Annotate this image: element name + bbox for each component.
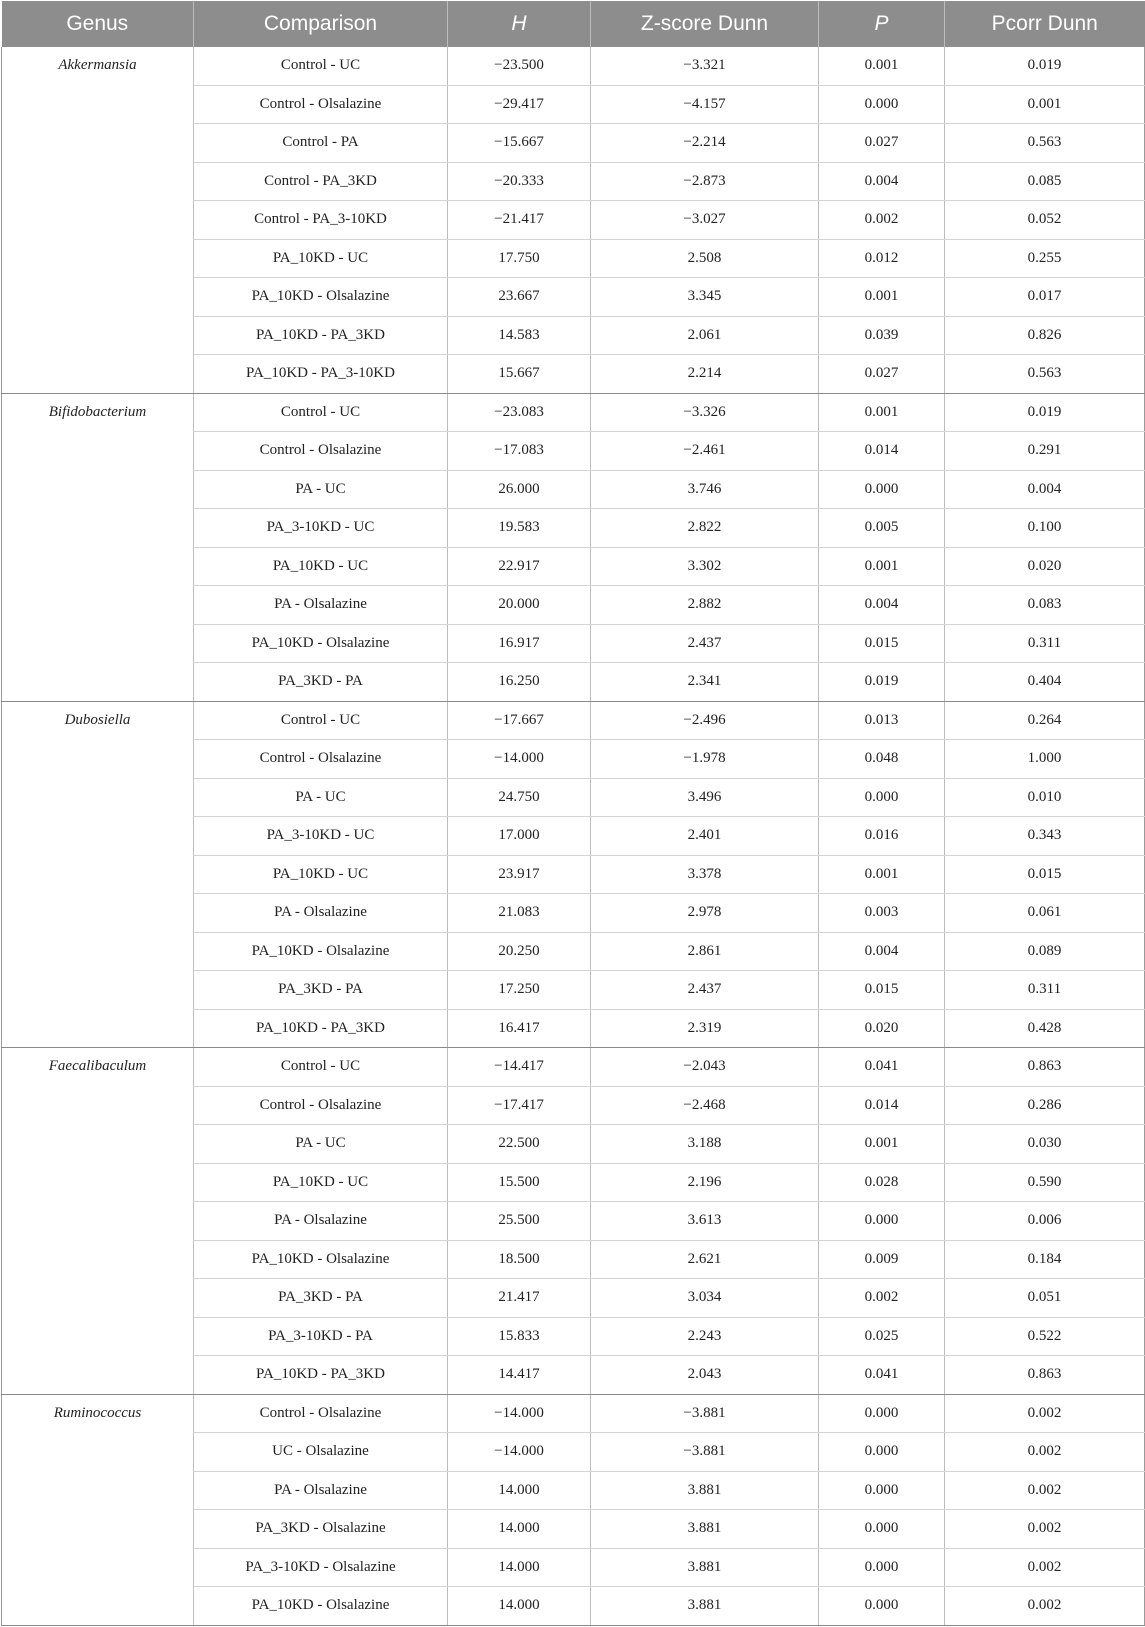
z-score-cell: −2.214 xyxy=(591,124,819,163)
z-score-cell: −2.043 xyxy=(591,1048,819,1087)
comparison-cell: PA_3KD - PA xyxy=(194,663,448,702)
comparison-cell: PA_10KD - UC xyxy=(194,547,448,586)
h-value-cell: −29.417 xyxy=(448,85,591,124)
z-score-cell: 3.881 xyxy=(591,1587,819,1626)
p-value-cell: 0.027 xyxy=(819,355,945,394)
comparison-cell: PA_10KD - PA_3KD xyxy=(194,1009,448,1048)
p-value-cell: 0.005 xyxy=(819,509,945,548)
header-p: P xyxy=(819,1,945,47)
pcorr-value-cell: 1.000 xyxy=(945,740,1145,779)
z-score-cell: 2.401 xyxy=(591,817,819,856)
h-value-cell: 24.750 xyxy=(448,778,591,817)
table-row xyxy=(2,1394,1145,1433)
p-value-cell: 0.000 xyxy=(819,778,945,817)
p-value-cell: 0.004 xyxy=(819,586,945,625)
pcorr-value-cell: 0.002 xyxy=(945,1510,1145,1549)
pcorr-value-cell: 0.002 xyxy=(945,1471,1145,1510)
h-value-cell: 20.250 xyxy=(448,932,591,971)
table-row xyxy=(2,47,1145,85)
pcorr-value-cell: 0.002 xyxy=(945,1548,1145,1587)
h-value-cell: −20.333 xyxy=(448,162,591,201)
pcorr-value-cell: 0.004 xyxy=(945,470,1145,509)
h-value-cell: 19.583 xyxy=(448,509,591,548)
comparison-cell: Control - Olsalazine xyxy=(194,1086,448,1125)
h-value-cell: 20.000 xyxy=(448,586,591,625)
z-score-cell: −2.496 xyxy=(591,701,819,740)
pcorr-value-cell: 0.863 xyxy=(945,1048,1145,1087)
comparison-cell: PA_3KD - Olsalazine xyxy=(194,1510,448,1549)
p-value-cell: 0.001 xyxy=(819,547,945,586)
h-value-cell: 18.500 xyxy=(448,1240,591,1279)
pcorr-value-cell: 0.052 xyxy=(945,201,1145,240)
table-body xyxy=(2,47,1145,1625)
h-value-cell: 14.000 xyxy=(448,1510,591,1549)
pcorr-value-cell: 0.015 xyxy=(945,855,1145,894)
h-value-cell: 14.000 xyxy=(448,1587,591,1626)
comparison-cell: PA - UC xyxy=(194,470,448,509)
h-value-cell: 14.417 xyxy=(448,1356,591,1395)
comparison-cell: Control - UC xyxy=(194,1048,448,1087)
p-value-cell: 0.016 xyxy=(819,817,945,856)
h-value-cell: 22.500 xyxy=(448,1125,591,1164)
p-value-cell: 0.000 xyxy=(819,470,945,509)
p-value-cell: 0.014 xyxy=(819,432,945,471)
comparison-cell: PA - UC xyxy=(194,1125,448,1164)
comparison-cell: PA_10KD - UC xyxy=(194,1163,448,1202)
header-row xyxy=(2,1,1145,47)
h-value-cell: −17.083 xyxy=(448,432,591,471)
header-z-score-dunn: Z-score Dunn xyxy=(591,1,819,47)
comparison-cell: PA_10KD - Olsalazine xyxy=(194,278,448,317)
pcorr-value-cell: 0.030 xyxy=(945,1125,1145,1164)
h-value-cell: 17.250 xyxy=(448,971,591,1010)
pcorr-value-cell: 0.002 xyxy=(945,1587,1145,1626)
h-value-cell: 14.000 xyxy=(448,1471,591,1510)
z-score-cell: 2.978 xyxy=(591,894,819,933)
pcorr-value-cell: 0.563 xyxy=(945,355,1145,394)
p-value-cell: 0.004 xyxy=(819,162,945,201)
comparison-cell: Control - UC xyxy=(194,393,448,432)
p-value-cell: 0.002 xyxy=(819,201,945,240)
comparison-cell: PA - Olsalazine xyxy=(194,1202,448,1241)
h-value-cell: 26.000 xyxy=(448,470,591,509)
pcorr-value-cell: 0.017 xyxy=(945,278,1145,317)
comparison-cell: PA_3-10KD - UC xyxy=(194,509,448,548)
pcorr-value-cell: 0.010 xyxy=(945,778,1145,817)
h-value-cell: 17.750 xyxy=(448,239,591,278)
z-score-cell: −2.468 xyxy=(591,1086,819,1125)
comparison-cell: Control - Olsalazine xyxy=(194,85,448,124)
p-value-cell: 0.009 xyxy=(819,1240,945,1279)
pcorr-value-cell: 0.061 xyxy=(945,894,1145,933)
header-genus: Genus xyxy=(2,1,194,47)
z-score-cell: −4.157 xyxy=(591,85,819,124)
p-value-cell: 0.000 xyxy=(819,1202,945,1241)
p-value-cell: 0.000 xyxy=(819,1510,945,1549)
comparison-cell: Control - UC xyxy=(194,47,448,85)
p-value-cell: 0.019 xyxy=(819,663,945,702)
p-value-cell: 0.000 xyxy=(819,1587,945,1626)
pcorr-value-cell: 0.311 xyxy=(945,624,1145,663)
z-score-cell: 3.881 xyxy=(591,1548,819,1587)
comparison-cell: PA_10KD - PA_3KD xyxy=(194,1356,448,1395)
h-value-cell: 15.833 xyxy=(448,1317,591,1356)
z-score-cell: −3.027 xyxy=(591,201,819,240)
genus-cell: Dubosiella xyxy=(2,701,194,1048)
comparison-cell: PA_3-10KD - Olsalazine xyxy=(194,1548,448,1587)
p-value-cell: 0.000 xyxy=(819,1548,945,1587)
h-value-cell: 16.417 xyxy=(448,1009,591,1048)
z-score-cell: 2.508 xyxy=(591,239,819,278)
p-value-cell: 0.048 xyxy=(819,740,945,779)
h-value-cell: 16.917 xyxy=(448,624,591,663)
z-score-cell: 3.881 xyxy=(591,1471,819,1510)
z-score-cell: 3.746 xyxy=(591,470,819,509)
h-value-cell: 15.667 xyxy=(448,355,591,394)
pcorr-value-cell: 0.019 xyxy=(945,47,1145,85)
comparison-cell: PA_3-10KD - UC xyxy=(194,817,448,856)
z-score-cell: 2.061 xyxy=(591,316,819,355)
z-score-cell: 2.043 xyxy=(591,1356,819,1395)
comparison-cell: PA_10KD - Olsalazine xyxy=(194,1240,448,1279)
z-score-cell: −3.881 xyxy=(591,1433,819,1472)
pcorr-value-cell: 0.590 xyxy=(945,1163,1145,1202)
p-value-cell: 0.015 xyxy=(819,971,945,1010)
pcorr-value-cell: 0.863 xyxy=(945,1356,1145,1395)
comparison-cell: Control - PA xyxy=(194,124,448,163)
z-score-cell: −1.978 xyxy=(591,740,819,779)
pcorr-value-cell: 0.100 xyxy=(945,509,1145,548)
pcorr-value-cell: 0.085 xyxy=(945,162,1145,201)
z-score-cell: 2.882 xyxy=(591,586,819,625)
pcorr-value-cell: 0.286 xyxy=(945,1086,1145,1125)
pcorr-value-cell: 0.264 xyxy=(945,701,1145,740)
p-value-cell: 0.020 xyxy=(819,1009,945,1048)
comparison-cell: PA_3KD - PA xyxy=(194,1279,448,1318)
z-score-cell: 2.437 xyxy=(591,624,819,663)
pcorr-value-cell: 0.001 xyxy=(945,85,1145,124)
comparison-cell: PA_10KD - Olsalazine xyxy=(194,932,448,971)
z-score-cell: 3.496 xyxy=(591,778,819,817)
comparison-cell: PA - Olsalazine xyxy=(194,894,448,933)
pcorr-value-cell: 0.343 xyxy=(945,817,1145,856)
z-score-cell: 2.214 xyxy=(591,355,819,394)
h-value-cell: −23.500 xyxy=(448,47,591,85)
comparison-cell: PA_10KD - Olsalazine xyxy=(194,624,448,663)
z-score-cell: 3.378 xyxy=(591,855,819,894)
z-score-cell: 2.196 xyxy=(591,1163,819,1202)
table-row xyxy=(2,701,1145,740)
comparison-cell: Control - PA_3KD xyxy=(194,162,448,201)
comparison-cell: PA_3KD - PA xyxy=(194,971,448,1010)
table-row xyxy=(2,1048,1145,1087)
pcorr-value-cell: 0.006 xyxy=(945,1202,1145,1241)
comparison-cell: Control - PA_3-10KD xyxy=(194,201,448,240)
pcorr-value-cell: 0.428 xyxy=(945,1009,1145,1048)
z-score-cell: 3.881 xyxy=(591,1510,819,1549)
comparison-cell: PA_3-10KD - PA xyxy=(194,1317,448,1356)
h-value-cell: −14.000 xyxy=(448,1394,591,1433)
pcorr-value-cell: 0.002 xyxy=(945,1433,1145,1472)
z-score-cell: 2.621 xyxy=(591,1240,819,1279)
h-value-cell: −14.000 xyxy=(448,1433,591,1472)
pcorr-value-cell: 0.083 xyxy=(945,586,1145,625)
p-value-cell: 0.003 xyxy=(819,894,945,933)
z-score-cell: 3.302 xyxy=(591,547,819,586)
p-value-cell: 0.004 xyxy=(819,932,945,971)
table-row xyxy=(2,393,1145,432)
dunn-test-table xyxy=(1,1,1145,1626)
z-score-cell: −2.461 xyxy=(591,432,819,471)
h-value-cell: −14.417 xyxy=(448,1048,591,1087)
comparison-cell: UC - Olsalazine xyxy=(194,1433,448,1472)
comparison-cell: Control - UC xyxy=(194,701,448,740)
pcorr-value-cell: 0.002 xyxy=(945,1394,1145,1433)
p-value-cell: 0.001 xyxy=(819,855,945,894)
p-value-cell: 0.001 xyxy=(819,393,945,432)
h-value-cell: 21.083 xyxy=(448,894,591,933)
z-score-cell: 3.188 xyxy=(591,1125,819,1164)
z-score-cell: −3.881 xyxy=(591,1394,819,1433)
h-value-cell: −23.083 xyxy=(448,393,591,432)
p-value-cell: 0.002 xyxy=(819,1279,945,1318)
z-score-cell: 3.345 xyxy=(591,278,819,317)
p-value-cell: 0.014 xyxy=(819,1086,945,1125)
comparison-cell: Control - Olsalazine xyxy=(194,432,448,471)
comparison-cell: PA - UC xyxy=(194,778,448,817)
pcorr-value-cell: 0.291 xyxy=(945,432,1145,471)
h-value-cell: −15.667 xyxy=(448,124,591,163)
comparison-cell: PA - Olsalazine xyxy=(194,1471,448,1510)
h-value-cell: 22.917 xyxy=(448,547,591,586)
z-score-cell: 3.034 xyxy=(591,1279,819,1318)
pcorr-value-cell: 0.255 xyxy=(945,239,1145,278)
header-h: H xyxy=(448,1,591,47)
p-value-cell: 0.013 xyxy=(819,701,945,740)
h-value-cell: −17.667 xyxy=(448,701,591,740)
comparison-cell: PA_10KD - PA_3KD xyxy=(194,316,448,355)
p-value-cell: 0.012 xyxy=(819,239,945,278)
pcorr-value-cell: 0.051 xyxy=(945,1279,1145,1318)
table-header xyxy=(2,1,1145,47)
z-score-cell: 2.341 xyxy=(591,663,819,702)
z-score-cell: 2.861 xyxy=(591,932,819,971)
p-value-cell: 0.000 xyxy=(819,1394,945,1433)
pcorr-value-cell: 0.563 xyxy=(945,124,1145,163)
pcorr-value-cell: 0.826 xyxy=(945,316,1145,355)
comparison-cell: Control - Olsalazine xyxy=(194,1394,448,1433)
p-value-cell: 0.041 xyxy=(819,1356,945,1395)
z-score-cell: 2.243 xyxy=(591,1317,819,1356)
h-value-cell: −14.000 xyxy=(448,740,591,779)
p-value-cell: 0.000 xyxy=(819,1471,945,1510)
header-pcorr-dunn: Pcorr Dunn xyxy=(945,1,1145,47)
h-value-cell: 15.500 xyxy=(448,1163,591,1202)
h-value-cell: 17.000 xyxy=(448,817,591,856)
p-value-cell: 0.028 xyxy=(819,1163,945,1202)
h-value-cell: 14.000 xyxy=(448,1548,591,1587)
pcorr-value-cell: 0.020 xyxy=(945,547,1145,586)
genus-cell: Ruminococcus xyxy=(2,1394,194,1625)
h-value-cell: 16.250 xyxy=(448,663,591,702)
p-value-cell: 0.001 xyxy=(819,1125,945,1164)
z-score-cell: 2.319 xyxy=(591,1009,819,1048)
p-value-cell: 0.025 xyxy=(819,1317,945,1356)
z-score-cell: 3.613 xyxy=(591,1202,819,1241)
comparison-cell: PA_10KD - UC xyxy=(194,855,448,894)
genus-cell: Bifidobacterium xyxy=(2,393,194,701)
h-value-cell: −21.417 xyxy=(448,201,591,240)
h-value-cell: 23.917 xyxy=(448,855,591,894)
h-value-cell: 14.583 xyxy=(448,316,591,355)
z-score-cell: 2.822 xyxy=(591,509,819,548)
h-value-cell: 21.417 xyxy=(448,1279,591,1318)
z-score-cell: −3.326 xyxy=(591,393,819,432)
p-value-cell: 0.001 xyxy=(819,278,945,317)
p-value-cell: 0.027 xyxy=(819,124,945,163)
p-value-cell: 0.015 xyxy=(819,624,945,663)
comparison-cell: PA_10KD - Olsalazine xyxy=(194,1587,448,1626)
h-value-cell: −17.417 xyxy=(448,1086,591,1125)
p-value-cell: 0.041 xyxy=(819,1048,945,1087)
comparison-cell: PA - Olsalazine xyxy=(194,586,448,625)
pcorr-value-cell: 0.089 xyxy=(945,932,1145,971)
pcorr-value-cell: 0.311 xyxy=(945,971,1145,1010)
comparison-cell: PA_10KD - UC xyxy=(194,239,448,278)
z-score-cell: −3.321 xyxy=(591,47,819,85)
p-value-cell: 0.039 xyxy=(819,316,945,355)
pcorr-value-cell: 0.019 xyxy=(945,393,1145,432)
p-value-cell: 0.001 xyxy=(819,47,945,85)
header-comparison: Comparison xyxy=(194,1,448,47)
genus-cell: Akkermansia xyxy=(2,47,194,393)
pcorr-value-cell: 0.404 xyxy=(945,663,1145,702)
pcorr-value-cell: 0.522 xyxy=(945,1317,1145,1356)
z-score-cell: −2.873 xyxy=(591,162,819,201)
comparison-cell: PA_10KD - PA_3-10KD xyxy=(194,355,448,394)
z-score-cell: 2.437 xyxy=(591,971,819,1010)
h-value-cell: 23.667 xyxy=(448,278,591,317)
comparison-cell: Control - Olsalazine xyxy=(194,740,448,779)
p-value-cell: 0.000 xyxy=(819,1433,945,1472)
genus-cell: Faecalibaculum xyxy=(2,1048,194,1395)
h-value-cell: 25.500 xyxy=(448,1202,591,1241)
p-value-cell: 0.000 xyxy=(819,85,945,124)
pcorr-value-cell: 0.184 xyxy=(945,1240,1145,1279)
